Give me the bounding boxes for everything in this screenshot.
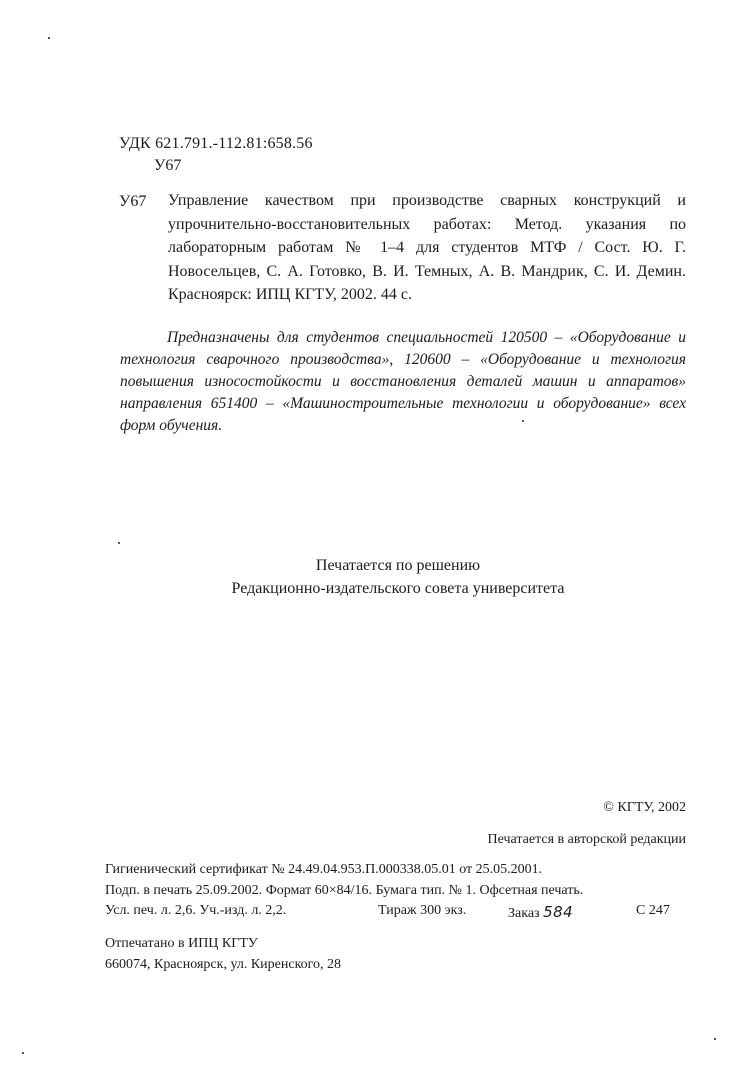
approval-line-1: Печатается по решению xyxy=(315,557,481,574)
author-edition-note: Печатается в авторской редакции xyxy=(487,832,686,847)
udk-code: УДК 621.791.-112.81:658.56 xyxy=(119,135,313,152)
scan-speck xyxy=(522,420,524,422)
signed-to-print: Подп. в печать 25.09.2002. xyxy=(105,883,263,898)
scan-speck xyxy=(118,542,120,544)
scan-speck xyxy=(22,1052,24,1054)
entry-author-sign: У67 xyxy=(119,193,147,210)
order-number-handwritten: 584 xyxy=(543,903,574,921)
paper-type: Бумага тип. № 1. xyxy=(375,883,476,898)
c-number: С 247 xyxy=(636,903,670,918)
printed-at-line-2: 660074, Красноярск, ул. Киренского, 28 xyxy=(105,957,342,972)
order-label: Заказ xyxy=(508,906,540,921)
author-sign: У67 xyxy=(154,157,182,174)
hygiene-certificate: Гигиенический сертификат № 24.49.04.953.П.000338.05.01 от 25.05.2001. xyxy=(105,862,543,877)
print-run: Тираж 300 экз. xyxy=(378,903,467,918)
paper-format: Формат 60×84/16. xyxy=(265,883,373,898)
copyright-notice: © КГТУ, 2002 xyxy=(603,800,686,815)
bibliographic-description: Управление качеством при производстве сварных конструкций и упрочнительно-восстановительных работах: Метод. указания по лабораторным работам № 1–4 для студентов МТФ / Сост. Ю. Г. Новосельцев, С. А. Готовко, В. И. Темных, А. В. Мандрик, С. И. Демин. Красноярск: ИПЦ КГТУ, 2002. 44 с. xyxy=(168,192,686,303)
printing-method: Офсетная печать. xyxy=(479,883,584,898)
purpose-annotation: Предназначены для студентов специальностей 120500 – «Оборудование и технология сварочного производства», 120600 – «Оборудование и технология повышения износостойкости и восстановления деталей машин и аппаратов» направления 651400 – «Машиностроительные технологии и оборудование» всех форм обучения. xyxy=(120,329,686,434)
imprint-print-details xyxy=(105,883,685,899)
scan-speck xyxy=(48,37,50,39)
order-info xyxy=(508,903,573,922)
printed-sheets: Усл. печ. л. 2,6. Уч.-изд. л. 2,2. xyxy=(105,903,287,918)
approval-line-2: Редакционно-издательского совета университета xyxy=(231,580,565,597)
printed-at-line-1: Отпечатано в ИПЦ КГТУ xyxy=(105,936,258,951)
scan-speck xyxy=(714,1038,716,1040)
